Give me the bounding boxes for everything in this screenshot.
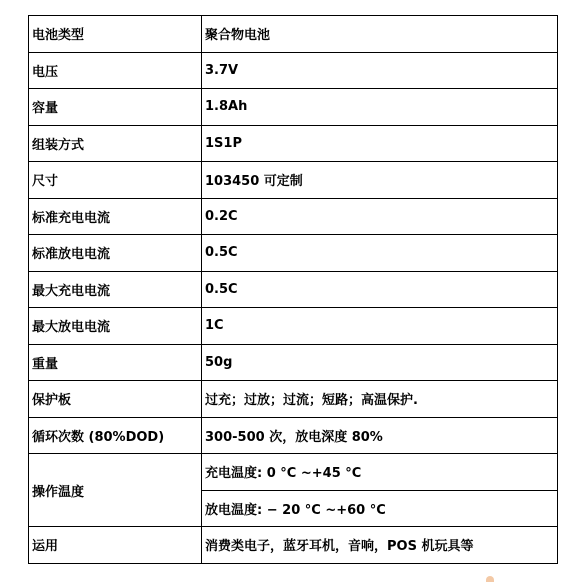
- table-row: [29, 235, 558, 272]
- spec-label: 最大充电电流: [29, 271, 202, 308]
- table-row: [29, 271, 558, 308]
- table-row: [29, 527, 558, 564]
- table-row: [29, 89, 558, 126]
- spec-label: 组装方式: [29, 125, 202, 162]
- spec-label: 电池类型: [29, 16, 202, 53]
- battery-spec-table: [28, 15, 558, 564]
- spec-label: 容量: [29, 89, 202, 126]
- table-row: [29, 381, 558, 418]
- spec-label: 运用: [29, 527, 202, 564]
- spec-label: 标准充电电流: [29, 198, 202, 235]
- spec-value: 3.7V: [202, 52, 558, 89]
- table-row: [29, 344, 558, 381]
- spec-value: 聚合物电池: [202, 16, 558, 53]
- spec-label: 最大放电电流: [29, 308, 202, 345]
- spec-value: 0.5C: [202, 271, 558, 308]
- spec-label: 保护板: [29, 381, 202, 418]
- spec-label: 尺寸: [29, 162, 202, 199]
- table-row: [29, 16, 558, 53]
- spec-value: 1C: [202, 308, 558, 345]
- spec-value: 1S1P: [202, 125, 558, 162]
- spec-value: 0.2C: [202, 198, 558, 235]
- spec-value-charge-temp: 充电温度: 0 °C ~+45 °C: [202, 454, 558, 491]
- spec-value: 50g: [202, 344, 558, 381]
- spec-value-discharge-temp: 放电温度: − 20 °C ~+60 °C: [202, 490, 558, 527]
- table-row: [29, 417, 558, 454]
- spec-value: 过充；过放；过流；短路；高温保护.: [202, 381, 558, 418]
- table-row: [29, 198, 558, 235]
- table-row: [29, 454, 558, 491]
- spec-value: 消费类电子，蓝牙耳机，音响，POS 机玩具等: [202, 527, 558, 564]
- table-row: [29, 162, 558, 199]
- spec-label: 循环次数 (80%DOD): [29, 417, 202, 454]
- spec-label: 重量: [29, 344, 202, 381]
- spec-value: 0.5C: [202, 235, 558, 272]
- spec-value: 103450 可定制: [202, 162, 558, 199]
- spec-label: 电压: [29, 52, 202, 89]
- spec-label: 标准放电电流: [29, 235, 202, 272]
- table-row: [29, 308, 558, 345]
- spec-value: 1.8Ah: [202, 89, 558, 126]
- table-row: [29, 125, 558, 162]
- decorative-mark: [486, 576, 494, 582]
- table-row: [29, 52, 558, 89]
- spec-label: 操作温度: [29, 454, 202, 527]
- spec-value: 300-500 次，放电深度 80%: [202, 417, 558, 454]
